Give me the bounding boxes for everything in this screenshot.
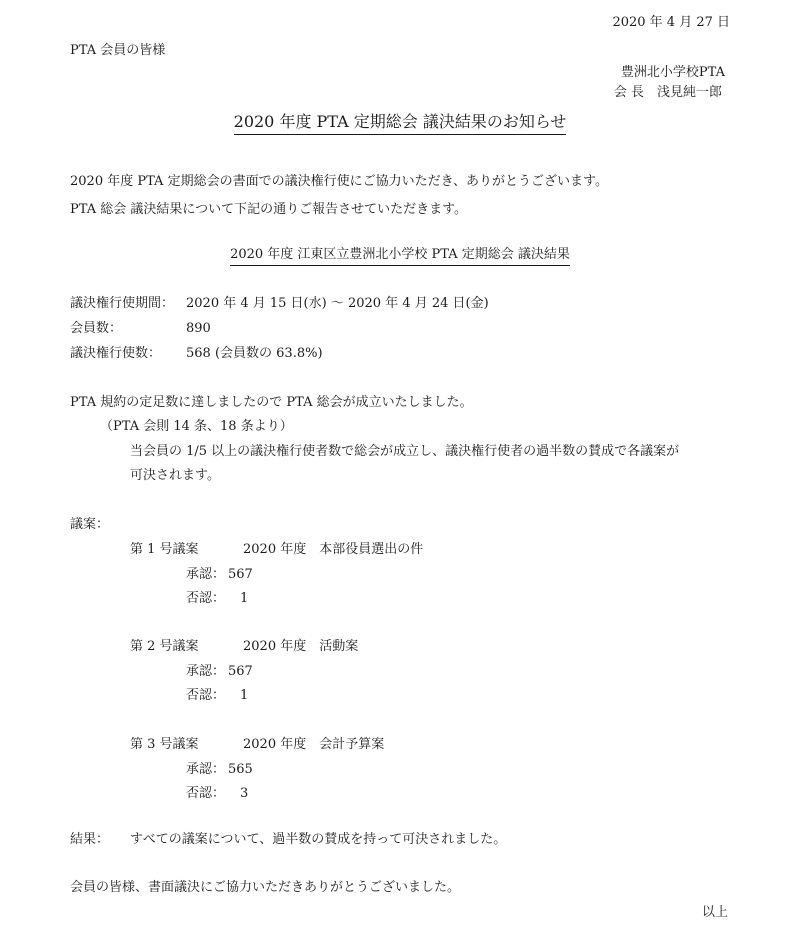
agenda-item-number: 第 1 号議案 (130, 542, 199, 557)
approve-count: 567 (228, 567, 253, 582)
agenda-item-title: 2020 年度 活動案 (243, 639, 359, 654)
quorum-rule-line-2: 可決されます。 (130, 468, 220, 483)
intro-line-1: 2020 年度 PTA 定期総会の書面での議決権行使にご協力いただき、ありがとうございます。 (70, 174, 609, 189)
result-label: 結果： (70, 832, 110, 847)
agenda-item-number: 第 3 号議案 (130, 737, 199, 752)
end-mark: 以上 (701, 905, 728, 920)
results-subtitle-text: 2020 年度 江東区立豊洲北小学校 PTA 定期総会 議決結果 (230, 247, 570, 266)
reject-count: 3 (240, 786, 249, 801)
approve-label: 承認： (186, 664, 226, 679)
reject-label: 否認： (186, 786, 226, 801)
fact-label-members: 会員数： (70, 321, 123, 336)
agenda-label: 議案： (70, 517, 110, 532)
reject-label: 否認： (186, 591, 226, 606)
document-date: 2020 年 4 月 27 日 (612, 15, 730, 30)
recipient-line: PTA 会員の皆様 (70, 43, 166, 58)
fact-label-votes: 議決権行使数： (70, 346, 162, 361)
fact-value-members: 890 (186, 321, 211, 336)
document-title (0, 114, 800, 130)
agenda-item-title: 2020 年度 本部役員選出の件 (243, 542, 424, 557)
result-text: すべての議案について、過半数の賛成を持って可決されました。 (130, 832, 507, 847)
fact-value-votes: 568 (会員数の 63.8%) (186, 346, 323, 361)
quorum-reference: （PTA 会則 14 条、18 条より） (100, 419, 293, 434)
sender-organization: 豊洲北小学校PTA (620, 65, 725, 80)
approve-label: 承認： (186, 567, 226, 582)
intro-line-2: PTA 総会 議決結果について下記の通りご報告させていただきます。 (70, 202, 468, 217)
results-subtitle (0, 248, 800, 261)
document-title-text: 2020 年度 PTA 定期総会 議決結果のお知らせ (234, 112, 567, 135)
quorum-statement: PTA 規約の定足数に達しましたので PTA 総会が成立いたしました。 (70, 395, 473, 410)
reject-count: 1 (240, 591, 249, 606)
approve-count: 565 (228, 762, 253, 777)
agenda-item-title: 2020 年度 会計予算案 (243, 737, 385, 752)
sender-name: 会 長 浅見純一郎 (613, 85, 722, 100)
reject-count: 1 (240, 688, 249, 703)
quorum-rule-line-1: 当会員の 1/5 以上の議決権行使者数で総会が成立し、議決権行使者の過半数の賛成で各議案が (130, 444, 680, 459)
fact-value-period: 2020 年 4 月 15 日(水) ～ 2020 年 4 月 24 日(金) (186, 296, 489, 311)
agenda-item-number: 第 2 号議案 (130, 639, 199, 654)
reject-label: 否認： (186, 688, 226, 703)
closing-line: 会員の皆様、書面議決にご協力いただきありがとうございました。 (70, 880, 461, 895)
fact-label-period: 議決権行使期間： (70, 296, 175, 311)
approve-label: 承認： (186, 762, 226, 777)
approve-count: 567 (228, 664, 253, 679)
